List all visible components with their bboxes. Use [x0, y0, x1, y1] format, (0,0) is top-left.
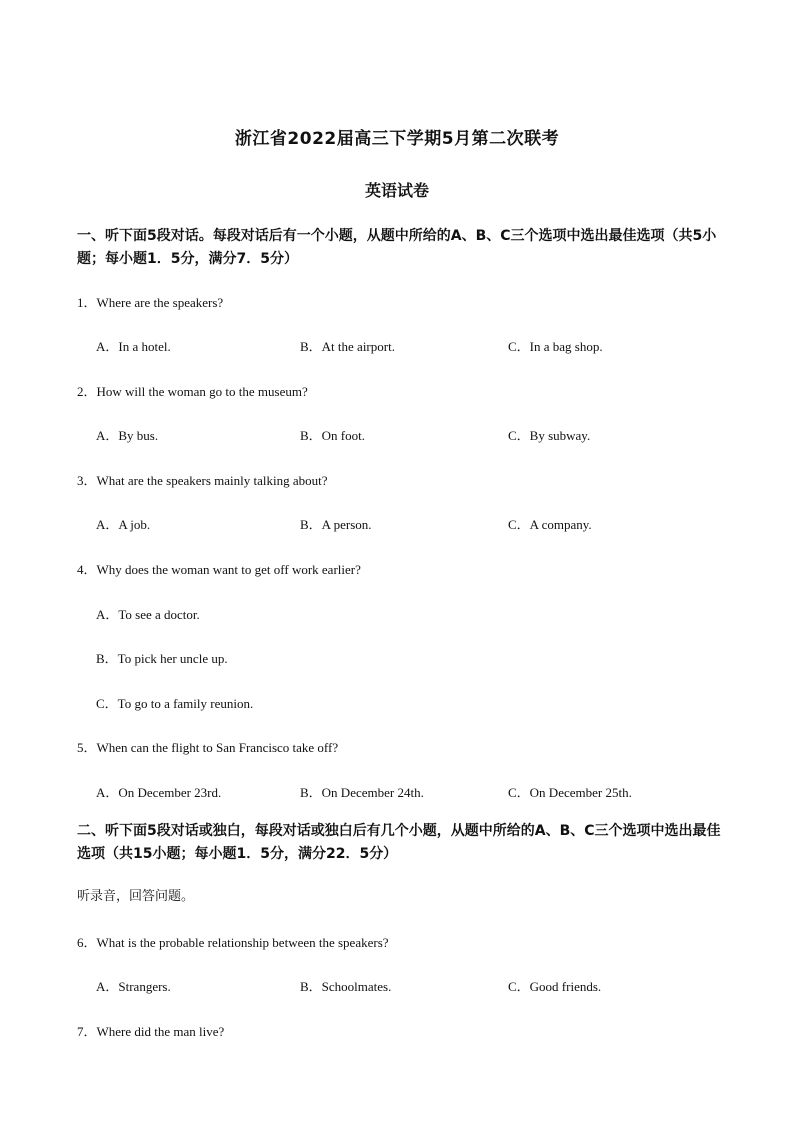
document-subtitle: 英语试卷	[364, 181, 429, 200]
question-5-option-c: C．On December 25th.	[508, 785, 632, 800]
section-2-instruction: 听录音，回答问题。	[77, 889, 195, 904]
question-3: 3．What are the speakers mainly talking about?	[77, 473, 328, 488]
section-2-heading: 二、听下面5段对话或独白，每段对话或独白后有几个小题，从题中所给的A、B、C三个选项中选出最佳选项（共15小题；每小题1．5分，满分22．5分）	[77, 823, 721, 862]
question-2: 2．How will the woman go to the museum?	[77, 384, 308, 399]
question-1-option-c: C．In a bag shop.	[508, 339, 603, 354]
question-6-option-a: A．Strangers.	[96, 979, 171, 994]
question-4-option-a: A．To see a doctor.	[96, 607, 200, 622]
question-1-option-b: B．At the airport.	[300, 339, 395, 354]
question-6: 6．What is the probable relationship between the speakers?	[77, 935, 389, 950]
question-7: 7．Where did the man live?	[77, 1024, 225, 1039]
question-3-option-a: A．A job.	[96, 517, 151, 532]
question-4-option-c: C．To go to a family reunion.	[96, 696, 254, 711]
question-4: 4．Why does the woman want to get off work earlier?	[77, 562, 361, 577]
document-title: 浙江省2022届高三下学期5月第二次联考	[234, 129, 560, 149]
question-5-option-b: B．On December 24th.	[300, 785, 424, 800]
question-1-option-a: A．In a hotel.	[96, 339, 171, 354]
question-3-option-c: C．A company.	[508, 517, 592, 532]
question-2-option-a: A．By bus.	[96, 428, 159, 443]
section-1-heading: 一、听下面5段对话。每段对话后有一个小题，从题中所给的A、B、C三个选项中选出最佳选项（共5小题；每小题1．5分，满分7．5分）	[77, 228, 717, 267]
question-4-option-b: B．To pick her uncle up.	[96, 651, 228, 666]
question-3-option-b: B．A person.	[300, 517, 372, 532]
question-6-option-b: B．Schoolmates.	[300, 979, 392, 994]
question-6-option-c: C．Good friends.	[508, 979, 602, 994]
question-2-option-c: C．By subway.	[508, 428, 591, 443]
question-1: 1．Where are the speakers?	[77, 295, 224, 310]
question-5-option-a: A．On December 23rd.	[96, 785, 222, 800]
question-5: 5．When can the flight to San Francisco take off?	[77, 740, 339, 755]
question-2-option-b: B．On foot.	[300, 428, 366, 443]
